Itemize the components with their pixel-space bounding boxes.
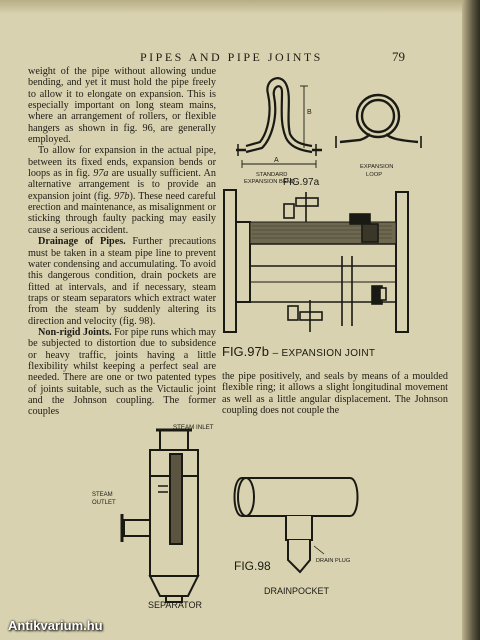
separator-label: SEPARATOR <box>148 600 203 610</box>
expansion-loop-label: EXPANSION <box>360 164 394 170</box>
fig-97a-diagram <box>228 72 458 186</box>
paragraph-support: weight of the pipe without allowing undue bending, and yet it must hold the pipe freely to allow it to elongate on expansion. This is especially important on long steam mains, where an arrangement of rollers, or flexible hangers as shown in fig. 96, are generally employed. <box>28 66 216 146</box>
drain-plug-label: DRAIN PLUG <box>316 558 351 564</box>
running-header: PIPES AND PIPE JOINTS <box>140 50 323 64</box>
fig-97b-expansion-joint <box>222 186 458 336</box>
fig-98-drainpocket <box>228 470 368 600</box>
steam-inlet-label: STEAM INLET <box>173 424 214 431</box>
standard-bend-label-2: EXPANSION BEND <box>244 179 296 185</box>
paragraph-nonrigid: Non-rigid Joints. For pipe runs which may be subjected to distortion due to subsidence or heavy traffic, joints having a little flexibility whilst keeping a perfect seal are needed. There are one or two patented types of joints suitable, such as the Victaulic joint and the Johnson coupling. The former couples <box>28 326 217 418</box>
drainpocket-label: DRAINPOCKET <box>264 586 330 596</box>
fig-97b-label: FIG.97b – EXPANSION JOINT <box>222 344 376 359</box>
right-text-block: the pipe positively, and seals by means of a moulded flexible ring; it allows a slight longitudinal movement as well as a little angular displacement. The Johnson coupling does not couple the <box>222 371 448 417</box>
page-top-shadow <box>0 0 480 14</box>
watermark: Antikvarium.hu <box>8 618 103 633</box>
dim-a-label: A <box>274 157 279 164</box>
steam-outlet-label: STEAM <box>92 492 113 498</box>
fig-97a-label: FIG.97a <box>283 177 320 186</box>
standard-bend-label: STANDARD <box>256 172 288 178</box>
nonrigid-heading: Non-rigid Joints. <box>38 326 112 338</box>
left-text-column <box>28 66 216 418</box>
page-gutter-shadow <box>462 0 480 640</box>
drainage-heading: Drainage of Pipes. <box>38 236 126 248</box>
steam-outlet-label-2: OUTLET <box>92 500 116 506</box>
fig-98-label: FIG.98 <box>234 559 271 573</box>
paragraph-drainage: Drainage of Pipes. Further precautions must be taken in a steam pipe line to prevent water condensing and accumulating. To avoid this dangerous condition, drain pockets are fitted at intervals, and if necessary, steam traps or steam separators which extract water from the steam by suddenly altering its direction and velocity (fig. 98). <box>28 236 216 327</box>
dim-b-label: B <box>307 109 312 116</box>
page-number: 79 <box>392 49 405 64</box>
fig-98-separator <box>80 424 230 614</box>
expansion-loop-label-2: LOOP <box>366 172 383 178</box>
paragraph-expansion: To allow for expansion in the actual pipe, between its fixed ends, expansion bends or loops as in fig. 97a are usually sufficient. An alternative arrangement is to provide an expansion joint (fig. 97b). These need careful erection and maintenance, as misalignment or sticking through faulty packing may easily cause a serious accident. <box>28 145 216 236</box>
